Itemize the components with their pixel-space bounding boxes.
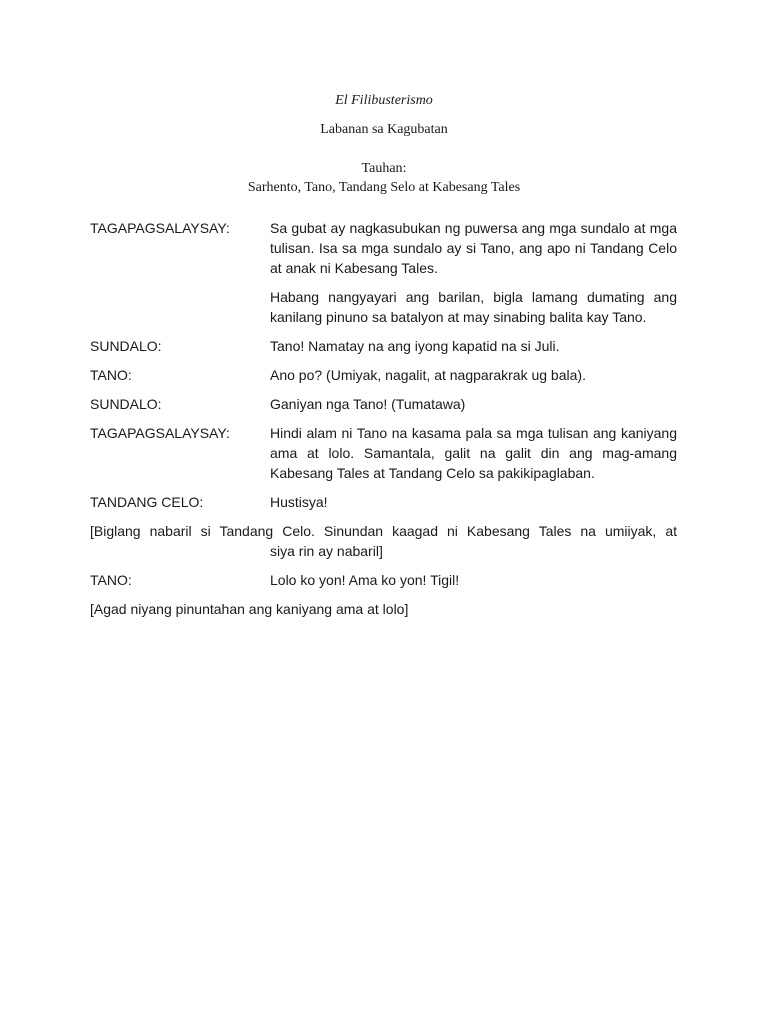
dialogue-paragraph: Hindi alam ni Tano na kasama pala sa mga tulisan ang kaniyang ama at lolo. Samantala, galit na galit din ang mag-amang Kabesang Tales at Tandang Celo sa pakikipaglaban. (270, 425, 677, 481)
dialogue-text (270, 218, 677, 327)
dialogue-paragraph: Hustisya! (270, 494, 328, 510)
dialogue-paragraph: Habang nangyayari ang barilan, bigla lamang dumating ang kanilang pinuno sa batalyon at may sinabing balita kay Tano. (270, 289, 677, 325)
dialogue-row (90, 394, 677, 414)
dialogue-text (270, 423, 677, 483)
speaker-label: TANO: (90, 367, 132, 383)
speaker-label: TANDANG CELO: (90, 494, 204, 510)
dialogue-paragraph: Sa gubat ay nagkasubukan ng puwersa ang mga sundalo at mga tulisan. Isa sa mga sundalo ay si Tano, ang apo ni Tandang Celo at anak ni Kabesang Tales. (270, 220, 677, 276)
dialogue-row (90, 423, 677, 483)
dialogue-text (270, 570, 677, 590)
dialogue-paragraph: Lolo ko yon! Ama ko yon! Tigil! (270, 572, 460, 588)
stage-direction: [Agad niyang pinuntahan ang kaniyang ama at lolo] (90, 601, 409, 617)
speaker-label: TAGAPAGSALAYSAY: (90, 220, 230, 236)
dialogue-row (90, 336, 677, 356)
dialogue-text (270, 336, 677, 356)
dialogue-text (270, 365, 677, 385)
dialogue-row (90, 218, 677, 327)
dialogue-text (270, 394, 677, 414)
dialogue-text (270, 492, 677, 512)
dialogue-paragraph: Tano! Namatay na ang iyong kapatid na si Juli. (270, 338, 560, 354)
dialogue-row (90, 492, 677, 512)
cast-heading: Tauhan: (361, 161, 407, 176)
document-subtitle: Labanan sa Kagubatan (320, 122, 448, 137)
speaker-label: TANO: (90, 572, 132, 588)
stage-direction-line: [Biglang nabaril si Tandang Celo. Sinundan kaagad ni Kabesang Tales na umiiyak, at (90, 523, 677, 539)
speaker-label: SUNDALO: (90, 338, 162, 354)
speaker-label: SUNDALO: (90, 396, 162, 412)
document-title: El Filibusterismo (335, 93, 433, 108)
dialogue-paragraph: Ano po? (Umiyak, nagalit, at nagparakrak ug bala). (270, 367, 586, 383)
dialogue-paragraph: Ganiyan nga Tano! (Tumatawa) (270, 396, 466, 412)
script-body (90, 218, 677, 628)
dialogue-row (90, 365, 677, 385)
dialogue-row (90, 570, 677, 590)
stage-direction (90, 521, 677, 561)
stage-direction-line: siya rin ay nabaril] (270, 543, 383, 559)
cast-list: Sarhento, Tano, Tandang Selo at Kabesang Tales (247, 180, 521, 195)
speaker-label: TAGAPAGSALAYSAY: (90, 425, 230, 441)
